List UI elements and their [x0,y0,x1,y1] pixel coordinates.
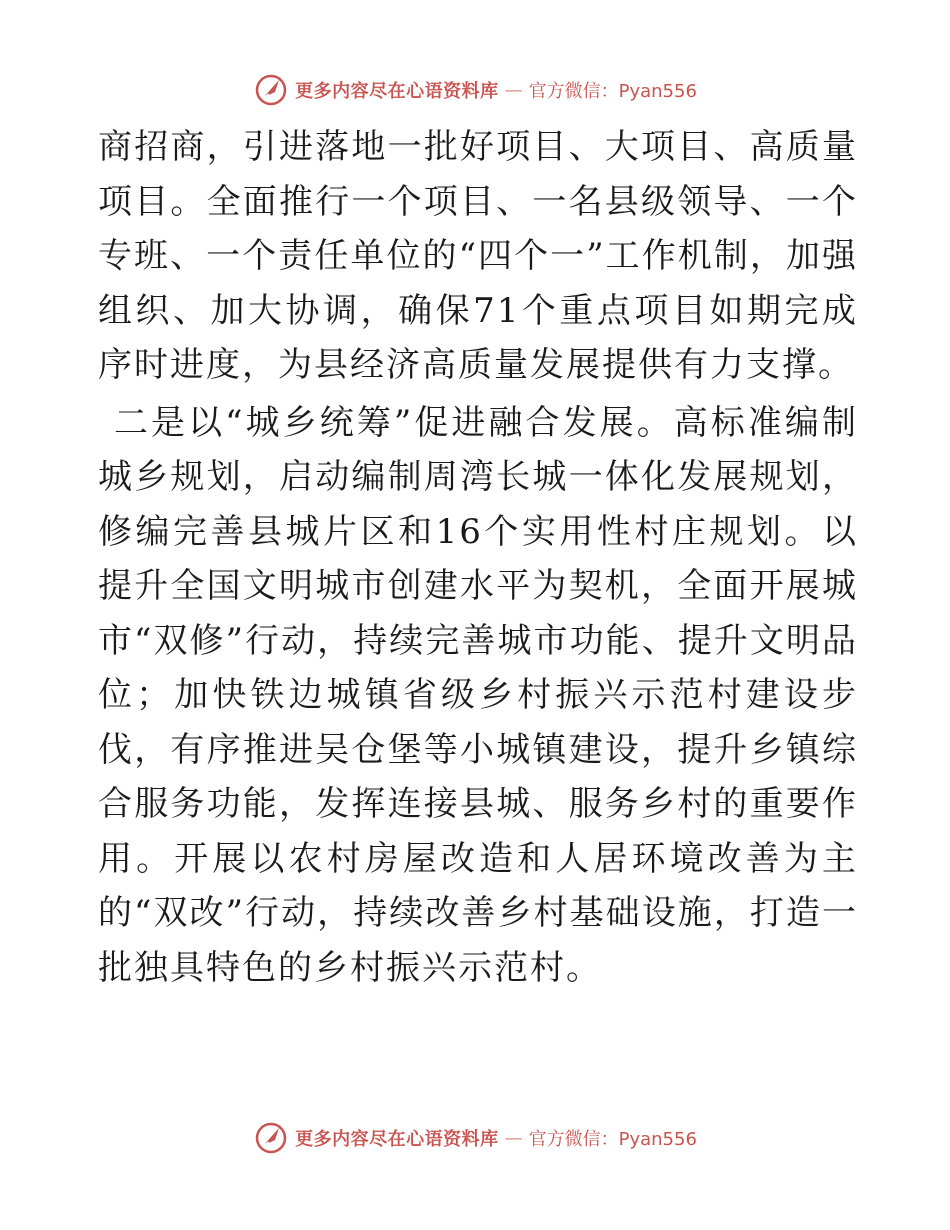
paragraph-1: 商招商，引进落地一批好项目、大项目、高质量项目。全面推行一个项目、一名县级领导、一个专班、一个责任单位的“四个一”工作机制，加强组织、加大协调，确保71个重点项目如期完成序时进度，为县经济高质量发展提供有力支撑。 [98,127,858,385]
quill-pen-icon [253,72,289,108]
footer-separator: — [504,1127,523,1149]
quill-pen-icon [253,1120,289,1156]
header-brand-text: 更多内容尽在心语资料库 [295,81,499,102]
footer-banner [0,1118,950,1158]
footer-wechat-text: 官方微信：Pyan556 [528,1129,697,1150]
paragraph-2: 二是以“城乡统筹”促进融合发展。高标准编制城乡规划，启动编制周湾长城一体化发展规划，修编完善县城片区和16个实用性村庄规划。以提升全国文明城市创建水平为契机，全面开展城市“双修”行动，持续完善城市功能、提升文明品位；加快铁边城镇省级乡村振兴示范村建设步伐，有序推进吴仓堡等小城镇建设，提升乡镇综合服务功能，发挥连接县城、服务乡村的重要作用。开展以农村房屋改造和人居环境改善为主的“双改”行动，持续改善乡村基础设施，打造一批独具特色的乡村振兴示范村。 [98,402,858,988]
footer-brand-text: 更多内容尽在心语资料库 [295,1129,499,1150]
header-wechat-text: 官方微信：Pyan556 [528,81,697,102]
header-separator: — [504,79,523,101]
document-body [98,120,858,995]
header-banner [0,70,950,110]
